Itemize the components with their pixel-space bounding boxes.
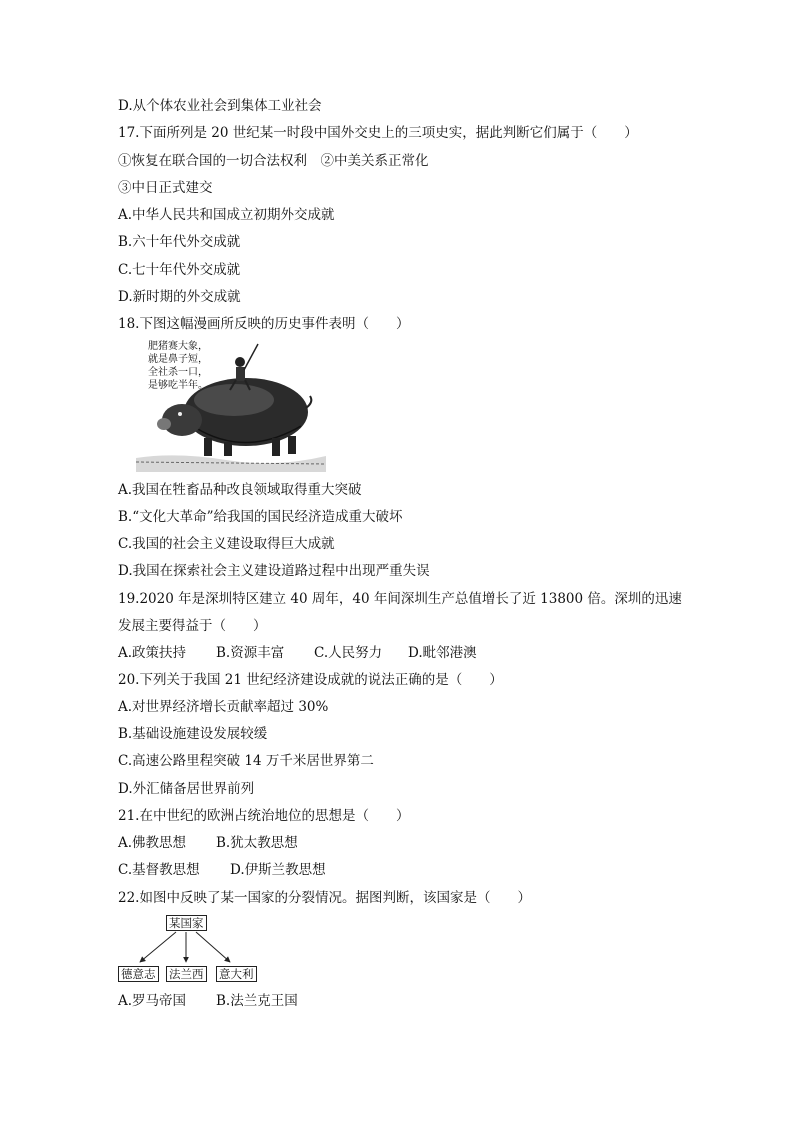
cartoon-caption-line2: 就是鼻子短， (148, 354, 208, 365)
q18-option-c: C.我国的社会主义建设取得巨大成就 (118, 536, 335, 552)
q17-option-c: C.七十年代外交成就 (118, 262, 241, 278)
diagram-child-italy: 意大利 (216, 966, 257, 982)
q18-option-d: D.我国在探索社会主义建设道路过程中出现严重失误 (118, 563, 430, 579)
q20-option-b: B.基础设施建设发展较缓 (118, 726, 268, 742)
q22-option-b: B.法兰克王国 (216, 993, 298, 1009)
q20-option-a: A.对世界经济增长贡献率超过 30% (118, 699, 329, 715)
q18-option-b: B.“文化大革命”给我国的国民经济造成重大破坏 (118, 509, 403, 525)
q17-option-d: D.新时期的外交成就 (118, 289, 241, 305)
diagram-child-germany: 德意志 (118, 966, 159, 982)
q17-option-a: A.中华人民共和国成立初期外交成就 (118, 207, 335, 223)
q17-stem: 17.下面所列是 20 世纪某一时段中国外交史上的三项史实，据此判断它们属于（ ） (118, 125, 638, 141)
q22-stem: 22.如图中反映了某一国家的分裂情况。据图判断，该国家是（ ） (118, 890, 531, 906)
q17-items-line1: ①恢复在联合国的一切合法权利 ②中美关系正常化 (118, 153, 429, 169)
q22-option-a: A.罗马帝国 (118, 993, 187, 1009)
q17-items-line2: ③中日正式建交 (118, 180, 213, 196)
q17-option-b: B.六十年代外交成就 (118, 234, 241, 250)
q19-option-b: B.资源丰富 (216, 645, 285, 661)
diagram-root-box: 某国家 (166, 915, 207, 931)
cartoon-caption-line4: 是够吃半年。 (148, 380, 208, 391)
q19-option-a: A.政策扶持 (118, 645, 187, 661)
q21-option-b: B.犹太教思想 (216, 835, 298, 851)
q18-stem: 18.下图这幅漫画所反映的历史事件表明（ ） (118, 316, 410, 332)
q16-option-d: D.从个体农业社会到集体工业社会 (118, 98, 322, 114)
q21-stem: 21.在中世纪的欧洲占统治地位的思想是（ ） (118, 808, 410, 824)
q20-option-c: C.高速公路里程突破 14 万千米居世界第二 (118, 753, 374, 769)
cartoon-caption-line1: 肥猪赛大象， (148, 341, 208, 352)
q21-option-c: C.基督教思想 (118, 862, 200, 878)
q19-stem-line2: 发展主要得益于（ ） (118, 618, 267, 634)
q18-option-a: A.我国在牲畜品种改良领域取得重大突破 (118, 482, 362, 498)
diagram-child-france: 法兰西 (166, 966, 207, 982)
q20-option-d: D.外汇储备居世界前列 (118, 781, 255, 797)
q19-option-c: C.人民努力 (314, 645, 383, 661)
q21-option-a: A.佛教思想 (118, 835, 187, 851)
cartoon-caption-line3: 全社杀一口， (148, 367, 208, 378)
q21-option-d: D.伊斯兰教思想 (230, 862, 326, 878)
q19-option-d: D.毗邻港澳 (408, 645, 477, 661)
q20-stem: 20.下列关于我国 21 世纪经济建设成就的说法正确的是（ ） (118, 672, 503, 688)
division-diagram (118, 914, 278, 986)
q19-stem-line1: 19.2020 年是深圳特区建立 40 周年，40 年间深圳生产总值增长了近 13800 倍。深圳的迅速 (118, 591, 682, 607)
